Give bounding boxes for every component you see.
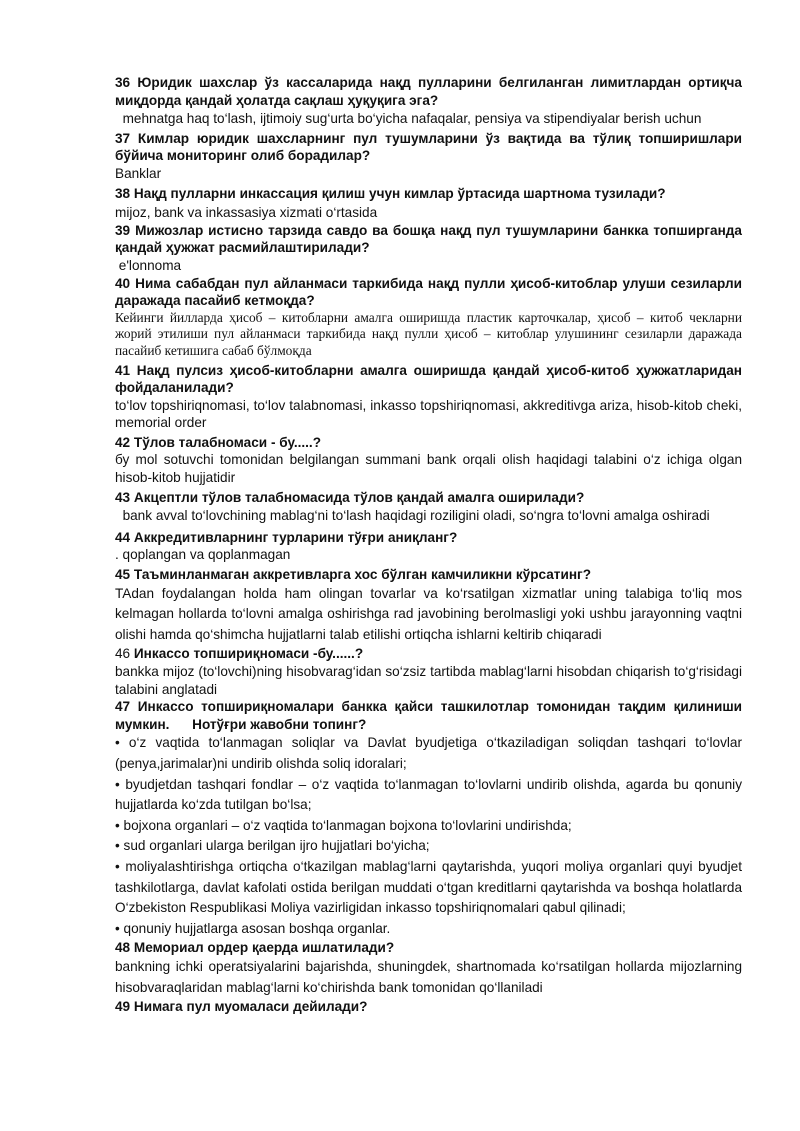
answer-41: to‘lov topshiriqnomasi, to‘lov talabnomasi, inkasso topshiriqnomasi, akkreditivga ariza, hisob-kitob cheki, memorial order [115, 397, 742, 431]
question-49: 49 Нимага пул муомаласи дейилади? [115, 999, 368, 1015]
answer-47-list [115, 733, 742, 939]
question-45: 45 Таъминланмаган аккретивларга хос бўлган камчиликни кўрсатинг? [115, 567, 591, 583]
question-41: 41 Нақд пулсиз ҳисоб-китобларни амалга оширишда қандай ҳисоб-китоб ҳужжатларидан фойдаланилади? [115, 362, 742, 396]
question-46: 46 Инкассо топшириқномаси -бу......? [115, 646, 364, 662]
answer-36: mehnatga haq to‘lash, ijtimoiy sug‘urta bo‘yicha nafaqalar, pensiya va stipendiyalar berish uchun [115, 111, 702, 127]
question-37: 37 Кимлар юридик шахсларнинг пул тушумларини ўз вақтида ва тўлиқ топширишлари бўйича мониторинг олиб борадилар? [115, 130, 743, 164]
answer-38: mijoz, bank va inkassasiya xizmati o‘rtasida [115, 205, 378, 221]
document-page [115, 74, 746, 1016]
question-39: 39 Мижозлар истисно тарзида савдо ва бошқа нақд пул тушумларини банкка топширганда қандай ҳужжат расмийлаштирилади? [115, 222, 742, 256]
answer-39: e'lonnoma [115, 257, 182, 273]
question-47: 47 Инкассо топшириқномалари банкка қайси ташкилотлар томонидан тақдим қилиниши мумкин. Нотўғри жавобни топинг? [115, 699, 746, 732]
answer-42: бу mol sotuvchi tomonidan belgilangan summani bank orqali olish haqidagi talabini o‘z ichiga olgan hisob-kitob hujjatidir [115, 452, 742, 486]
question-48: 48 Мемориал ордер қаерда ишлатилади? [115, 940, 395, 956]
question-42: 42 Тўлов талабномаси - бу.....? [115, 434, 322, 450]
question-38: 38 Нақд пулларни инкассация қилиш учун кимлар ўртасида шартнома тузилади? [115, 185, 666, 201]
answer-47-item: • o‘z vaqtida to‘lanmagan soliqlar va Davlat byudjetiga o‘tkaziladigan soliqdan tashqari to‘lovlar (penya,jarimalar)ni undirib olishda soliq idoralari; [115, 735, 742, 771]
answer-46: bankka mijoz (to‘lovchi)ning hisobvarag‘idan so‘zsiz tartibda mablag‘larni hisobdan chiqarish to‘g‘risidagi talabini anglatadi [115, 664, 742, 697]
answer-47-item: • moliyalashtirishga ortiqcha o‘tkazilgan mablag‘larni qaytarishda, yuqori moliya organlari quyi byudjet tashkilotlarga, davlat kafolati ostida berilgan muddati o‘tgan kreditlarni qaytarishda va boshqa holatlarda O‘zbekiston Respublikasi Moliya vazirligidan inkasso topshiriqnomalari qabul qilinadi; [115, 858, 742, 916]
answer-47-item: • qonuniy hujjatlarga asosan boshqa organlar. [115, 920, 391, 936]
answer-47-item: • sud organlari ularga berilgan ijro hujjatlari bo‘yicha; [115, 838, 430, 854]
answer-47-item: • byudjetdan tashqari fondlar – o‘z vaqtida to‘lanmagan to‘lovlarni undirib olishda, agarda bu qonuniy hujjatlarda ko‘zda tutilgan bo‘lsa; [115, 776, 742, 813]
question-40: 40 Нима сабабдан пул айланмаси таркибида нақд пулли ҳисоб-китоблар улуши сезиларли даражада пасайиб кетмоқда? [115, 275, 742, 309]
answer-37: Banklar [115, 165, 162, 181]
answer-45: TAdan foydalangan holda ham olingan tovarlar va ko‘rsatilgan xizmatlar uning talabiga to‘liq mos kelmagan hollarda to‘lovni amalga oshirishga rad javobining berolmasligi yoki ushbu jarayonning vaqtni olishi hamda qo‘shimcha hujjatlarni talab etilishi ortiqcha ishlarni keltirib chiqaradi [115, 585, 742, 642]
answer-40: Кейинги йилларда ҳисоб – китобларни амалга оширишда пластик карточкалар, ҳисоб – китоб чекларни жорий этилиши пул айланмаси таркибида нақд пулли ҳисоб – китоблар улушининг сезиларли даражада пасайиб кетишига сабаб бўлмоқда [115, 309, 742, 358]
answer-48: bankning ichki operatsiyalarini bajarishda, shuningdek, shartnomada ko‘rsatilgan hollarda mijozlarning hisobvaraqlaridan mablag‘larni ko‘chirishda bank tomonidan qo‘llaniladi [115, 958, 742, 995]
answer-44: . qoplangan va qoplanmagan [115, 547, 291, 563]
answer-43: bank avval to‘lovchining mablag‘ni to‘lash haqidagi roziligini oladi, so‘ngra to‘lovni amalga oshiradi [115, 508, 710, 524]
question-43: 43 Акцептли тўлов талабномасида тўлов қандай амалга оширилади? [115, 489, 585, 505]
answer-47-item: • bojxona organlari – o‘z vaqtida to‘lanmagan bojxona to‘lovlarini undirishda; [115, 817, 572, 833]
question-36: 36 Юридик шахслар ўз кассаларида нақд пулларини белгиланган лимитлардан ортиқча миқдорда қандай ҳолатда сақлаш ҳуқуқига эга? [115, 75, 742, 108]
question-44: 44 Аккредитивларнинг турларини тўғри аниқланг? [115, 529, 458, 545]
